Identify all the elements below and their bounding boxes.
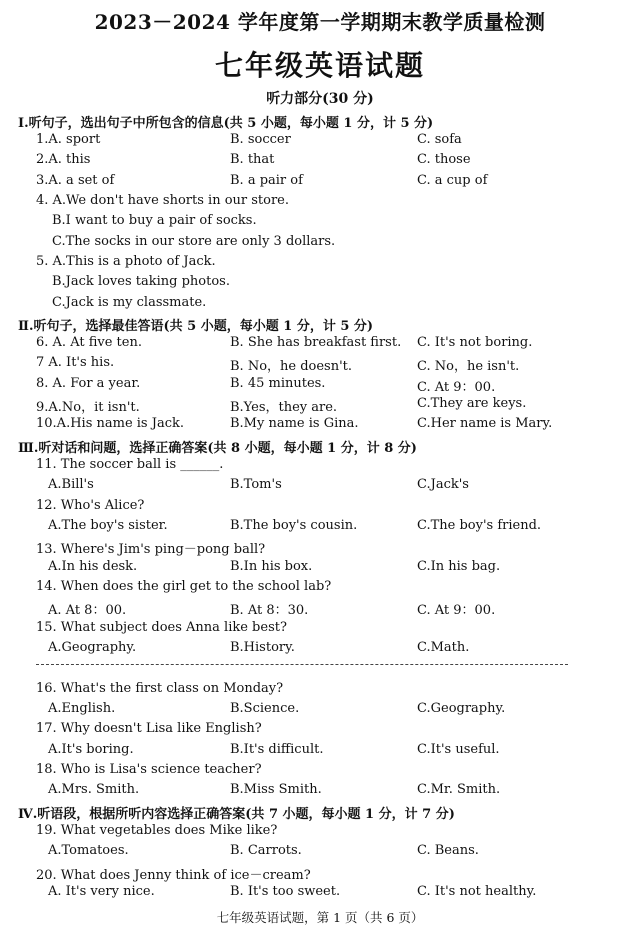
option-a: A.Geography. [48,640,137,655]
question-text: 18. Who is Lisa's science teacher? [36,762,262,777]
question-14-stem [0,579,640,599]
option-a: A. At 8：00. [48,603,127,618]
question-13-options [0,559,640,579]
question-12-stem [0,498,640,518]
question-text: 11. The soccer ball is ______. [36,457,224,472]
question-15-stem [0,620,640,640]
option-a: A.Tomatoes. [48,843,129,858]
option-b: B. 45 minutes. [230,376,326,391]
option-b: B. a pair of [230,173,303,188]
option-a: 7 A. It's his. [36,355,115,370]
question-7 [0,355,640,375]
exam-title: 七年级英语试题 [214,49,425,82]
question-text: 17. Why doesn't Lisa like English? [36,721,262,736]
option-a: 2.A. this [36,152,91,167]
option-c: C. At 9：00. [417,603,496,618]
option-a: 1.A. sport [36,132,101,147]
option-b: B.The boy's cousin. [230,518,358,533]
option-c: C. Beans. [417,843,479,858]
option-a: A.Bill's [48,477,94,492]
option-b: B. soccer [230,132,291,147]
question-8 [0,376,640,396]
option-b: B.Yes，they are. [230,400,338,415]
option-c: C.Geography. [417,701,506,716]
option-b: B. that [230,152,275,167]
option-a: A. It's very nice. [48,884,155,899]
question-text: 20. What does Jenny think of ice－cream? [36,868,311,883]
option-b: B.I want to buy a pair of socks. [52,213,257,228]
option-c: C. It's not healthy. [417,884,537,899]
question-18-options [0,782,640,802]
option-a: 10.A.His name is Jack. [36,416,184,431]
option-c: C.Math. [417,640,470,655]
option-c: C.The socks in our store are only 3 dollars. [52,234,336,249]
option-b: B.History. [230,640,295,655]
section-4-heading: Ⅳ.听语段，根据所听内容选择正确答案(共 7 小题，每小题 1 分，计 7 分) [18,807,455,822]
question-1 [0,132,640,152]
question-13-stem [0,538,640,558]
option-c: C. No，he isn't. [417,359,520,374]
option-a: 8. A. For a year. [36,376,141,391]
question-text: 16. What's the first class on Monday? [36,681,284,696]
question-5-a [0,254,640,274]
option-c: C. It's not boring. [417,335,533,350]
question-19-stem [0,823,640,843]
question-5-c [0,295,640,315]
option-b: B. Carrots. [230,843,302,858]
question-text: 12. Who's Alice? [36,498,145,513]
question-text: 14. When does the girl get to the school lab? [36,579,332,594]
option-b: B. At 8：30. [230,603,309,618]
question-text: 15. What subject does Anna like best? [36,620,287,635]
question-14-options [0,599,640,619]
option-c: C. a cup of [417,173,488,188]
option-a: A.It's boring. [48,742,134,757]
question-15-options [0,640,640,660]
option-c: C. sofa [417,132,462,147]
option-b: B.Tom's [230,477,282,492]
option-b: B. She has breakfast first. [230,335,402,350]
question-4-a [0,193,640,213]
question-16-stem [0,681,640,701]
listening-section-title: 听力部分(30 分) [266,91,374,107]
option-c: C.Her name is Mary. [417,416,553,431]
option-c: C.Jack is my classmate. [52,295,207,310]
section-1-heading: Ⅰ.听句子，选出句子中所包含的信息(共 5 小题，每小题 1 分，计 5 分) [18,116,434,131]
dashed-divider [36,664,568,665]
option-c: C.It's useful. [417,742,500,757]
question-20-stem [0,864,640,884]
exam-header: 2023－2024 学年度第一学期期末教学质量检测 [94,10,546,34]
question-20-options [0,884,640,904]
section-3-heading: Ⅲ.听对话和问题，选择正确答案(共 8 小题，每小题 1 分，计 8 分) [18,441,417,456]
option-c: C.Mr. Smith. [417,782,501,797]
option-b: B.My name is Gina. [230,416,359,431]
option-a: 6. A. At five ten. [36,335,142,350]
question-3 [0,173,640,193]
question-4-b [0,213,640,233]
option-a: 9.A.No，it isn't. [36,400,140,415]
question-18-stem [0,762,640,782]
question-5-b [0,274,640,294]
option-c: C.Jack's [417,477,469,492]
option-a: A.English. [48,701,116,716]
question-9 [0,396,640,416]
section-2-heading: Ⅱ.听句子，选择最佳答语(共 5 小题，每小题 1 分，计 5 分) [18,319,374,334]
question-2 [0,152,640,172]
question-text: 13. Where's Jim's ping－pong ball? [36,542,266,557]
option-a: A.Mrs. Smith. [48,782,140,797]
page-footer: 七年级英语试题，第 1 页（共 6 页） [216,910,424,925]
option-a: 3.A. a set of [36,173,115,188]
option-b: B.It's difficult. [230,742,324,757]
option-b: B.In his box. [230,559,313,574]
option-c: C. At 9：00. [417,380,496,395]
option-b: B.Jack loves taking photos. [52,274,230,289]
question-19-options [0,843,640,863]
option-b: B.Science. [230,701,300,716]
question-10 [0,416,640,436]
question-4-c [0,234,640,254]
option-a: A.The boy's sister. [48,518,168,533]
question-text: 19. What vegetables does Mike like? [36,823,278,838]
option-c: C.In his bag. [417,559,501,574]
option-c: C.They are keys. [417,396,527,411]
question-11-options [0,477,640,497]
option-a: 5. A.This is a photo of Jack. [36,254,216,269]
option-a: 4. A.We don't have shorts in our store. [36,193,290,208]
question-12-options [0,518,640,538]
question-17-stem [0,721,640,741]
option-b: B. It's too sweet. [230,884,341,899]
option-a: A.In his desk. [48,559,138,574]
option-c: C.The boy's friend. [417,518,542,533]
question-16-options [0,701,640,721]
option-b: B. No，he doesn't. [230,359,353,374]
question-6 [0,335,640,355]
option-b: B.Miss Smith. [230,782,322,797]
question-11-stem [0,457,640,477]
option-c: C. those [417,152,471,167]
question-17-options [0,742,640,762]
